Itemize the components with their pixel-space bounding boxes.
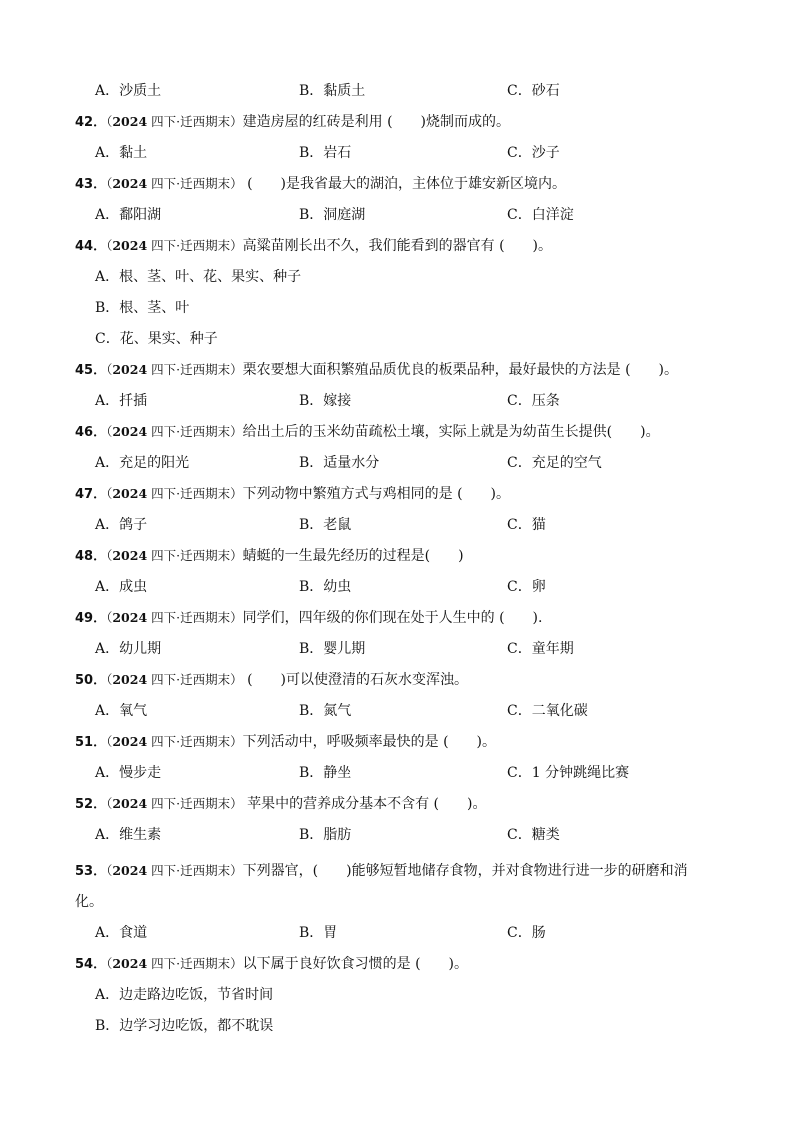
option-a: A．维生素	[95, 827, 162, 843]
option-row	[0, 576, 794, 598]
question-source: （2024 四下·迁西期末）	[106, 863, 243, 878]
question-46	[0, 421, 794, 443]
option-b: B．根、茎、叶	[95, 300, 190, 316]
option-a: A．鸽子	[95, 517, 148, 533]
option-c: C．白洋淀	[507, 207, 574, 223]
option-row	[0, 514, 794, 536]
option-c: C．卵	[507, 579, 546, 595]
question-source: （2024 四下·迁西期末）	[106, 486, 243, 501]
question-text: ( )是我省最大的湖泊，主体位于雄安新区境内。	[242, 176, 567, 192]
option-c: C．肠	[507, 925, 546, 941]
question-source: （2024 四下·迁西期末）	[106, 424, 243, 439]
question-text-continuation: 化。	[75, 894, 103, 910]
question-50	[0, 669, 794, 691]
option-row	[0, 922, 794, 944]
option-b: B．边学习边吃饭，都不耽误	[95, 1018, 274, 1034]
option-row	[0, 80, 794, 102]
question-number: 47．	[75, 487, 107, 502]
option-b: B．静坐	[299, 765, 352, 781]
question-source: （2024 四下·迁西期末）	[106, 548, 243, 563]
option-a: A．黏土	[95, 145, 148, 161]
option-c: C．猫	[507, 517, 546, 533]
option-b: B．适量水分	[299, 455, 380, 471]
option-c: C．沙子	[507, 145, 560, 161]
option-row	[0, 638, 794, 660]
question-text: ( )可以使澄清的石灰水变浑浊。	[242, 672, 469, 688]
question-number: 44．	[75, 239, 107, 254]
question-text: 栗农要想大面积繁殖品质优良的板栗品种，最好最快的方法是 ( )。	[242, 362, 679, 378]
question-number: 54．	[75, 957, 107, 972]
question-source: （2024 四下·迁西期末）	[106, 672, 243, 687]
option-b: B．婴儿期	[299, 641, 366, 657]
question-number: 45．	[75, 363, 107, 378]
question-number: 43．	[75, 177, 107, 192]
option-row	[0, 1015, 794, 1037]
question-source: （2024 四下·迁西期末）	[106, 610, 243, 625]
question-number: 42．	[75, 115, 107, 130]
option-c: C．糖类	[507, 827, 560, 843]
question-number: 49．	[75, 611, 107, 626]
question-source: （2024 四下·迁西期末）	[106, 796, 243, 811]
option-b: B．洞庭湖	[299, 207, 366, 223]
question-text: 高粱苗刚长出不久，我们能看到的器官有 ( )。	[242, 238, 553, 254]
question-49	[0, 607, 794, 629]
option-row	[0, 266, 794, 288]
option-a: A．食道	[95, 925, 148, 941]
option-row	[0, 297, 794, 319]
option-b: B．岩石	[299, 145, 352, 161]
option-row	[0, 390, 794, 412]
question-number: 46．	[75, 425, 107, 440]
option-b: B．黏质土	[299, 83, 366, 99]
option-row	[0, 452, 794, 474]
option-c: C．1 分钟跳绳比赛	[507, 765, 630, 781]
question-number: 50．	[75, 673, 107, 688]
option-row	[0, 328, 794, 350]
option-c: C．充足的空气	[507, 455, 602, 471]
option-a: A．边走路边吃饭，节省时间	[95, 987, 274, 1003]
option-b: B．嫁接	[299, 393, 352, 409]
question-text: 以下属于良好饮食习惯的是 ( )。	[242, 956, 469, 972]
option-a: A．充足的阳光	[95, 455, 190, 471]
option-a: A．幼儿期	[95, 641, 162, 657]
option-row	[0, 142, 794, 164]
question-44	[0, 235, 794, 257]
question-text: 下列器官，( )能够短暂地储存食物，并对食物进行进一步的研磨和消	[242, 863, 688, 879]
question-51	[0, 731, 794, 753]
question-47	[0, 483, 794, 505]
option-b: B．氮气	[299, 703, 352, 719]
option-a: A．扦插	[95, 393, 148, 409]
question-42	[0, 111, 794, 133]
option-b: B．幼虫	[299, 579, 352, 595]
question-48	[0, 545, 794, 567]
option-a: A．慢步走	[95, 765, 162, 781]
question-52	[0, 793, 794, 815]
question-text: 给出土后的玉米幼苗疏松土壤，实际上就是为幼苗生长提供( )。	[242, 424, 660, 440]
question-source: （2024 四下·迁西期末）	[106, 114, 243, 129]
option-row	[0, 700, 794, 722]
option-row	[0, 762, 794, 784]
question-source: （2024 四下·迁西期末）	[106, 176, 243, 191]
question-source: （2024 四下·迁西期末）	[106, 362, 243, 377]
question-text: 建造房屋的红砖是利用 ( )烧制而成的。	[242, 114, 511, 130]
option-row	[0, 824, 794, 846]
option-c: C．二氧化碳	[507, 703, 588, 719]
option-c: C．砂石	[507, 83, 560, 99]
question-number: 53．	[75, 864, 107, 879]
option-c: C．压条	[507, 393, 560, 409]
question-number: 52．	[75, 797, 107, 812]
question-text: 蜻蜓的一生最先经历的过程是( )	[242, 548, 464, 564]
option-a: A．成虫	[95, 579, 148, 595]
option-b: B．胃	[299, 925, 338, 941]
question-number: 51．	[75, 735, 107, 750]
question-43	[0, 173, 794, 195]
option-a: A．鄱阳湖	[95, 207, 162, 223]
option-a: A．沙质土	[95, 83, 162, 99]
question-53	[0, 860, 794, 882]
option-b: B．老鼠	[299, 517, 352, 533]
question-text: 同学们，四年级的你们现在处于人生中的 ( ).	[242, 610, 543, 626]
question-45	[0, 359, 794, 381]
option-c: C．童年期	[507, 641, 574, 657]
question-text: 下列动物中繁殖方式与鸡相同的是 ( )。	[242, 486, 511, 502]
option-row	[0, 204, 794, 226]
option-a: A．根、茎、叶、花、果实、种子	[95, 269, 302, 285]
question-number: 48．	[75, 549, 107, 564]
question-source: （2024 四下·迁西期末）	[106, 238, 243, 253]
option-a: A．氧气	[95, 703, 148, 719]
question-54	[0, 953, 794, 975]
question-text: 下列活动中，呼吸频率最快的是 ( )。	[242, 734, 497, 750]
question-text: 苹果中的营养成分基本不含有 ( )。	[242, 796, 487, 812]
question-source: （2024 四下·迁西期末）	[106, 956, 243, 971]
option-c: C．花、果实、种子	[95, 331, 218, 347]
option-row	[0, 984, 794, 1006]
option-b: B．脂肪	[299, 827, 352, 843]
question-source: （2024 四下·迁西期末）	[106, 734, 243, 749]
